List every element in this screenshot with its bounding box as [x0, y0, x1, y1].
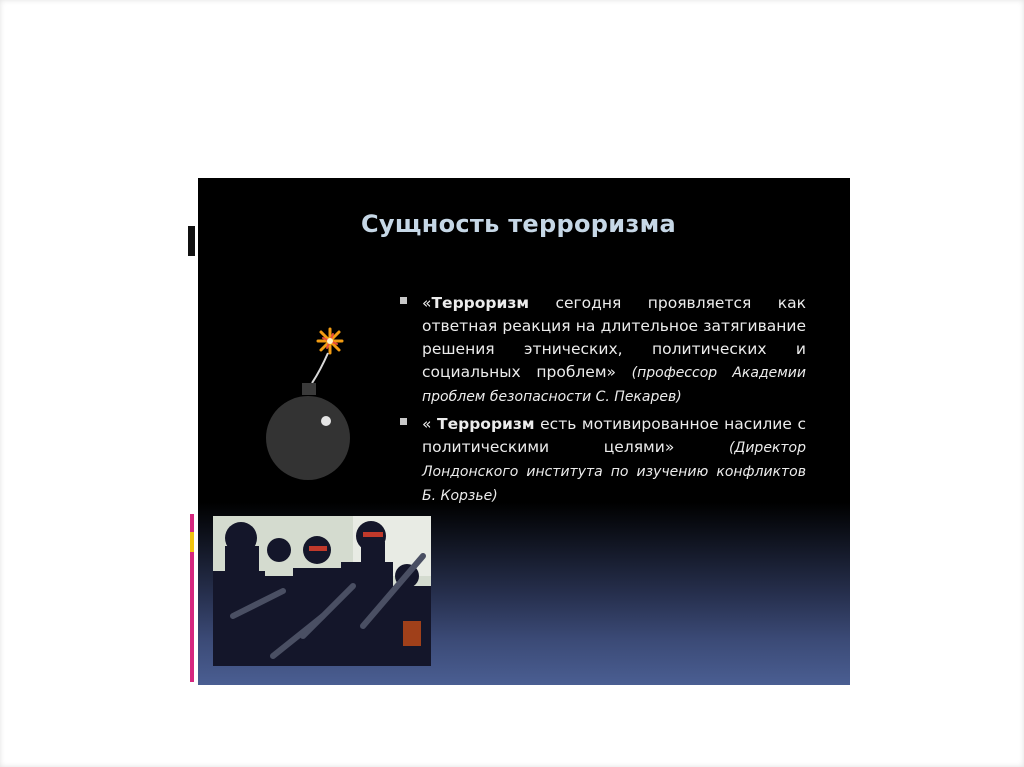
bullet-item: [422, 413, 806, 508]
presentation-slide: [198, 178, 850, 685]
term: Терроризм: [431, 294, 530, 312]
left-decoration: [172, 178, 198, 685]
spark-icon: [318, 329, 342, 353]
slide-content: [422, 292, 806, 512]
militants-image: [213, 516, 431, 666]
bullet-item: [422, 292, 806, 409]
definition-text: есть мотивированное насилие с политическими целями»: [422, 415, 806, 456]
square-bullet-icon: [400, 418, 407, 425]
militants-photo: [213, 516, 431, 666]
deco-bar-black: [188, 226, 195, 256]
quote-open: «: [422, 415, 438, 433]
quote-open: «: [422, 294, 432, 312]
term: Терроризм: [437, 415, 535, 433]
citation: (профессор Академии проблем безопасности С. Пекарев): [422, 365, 806, 405]
bomb-illustration: [258, 323, 358, 493]
definition-text: сегодня проявляется как ответная реакция на длительное затягивание решения этнических, политических и социальных проблем»: [422, 294, 806, 381]
citation: (Директор Лондонского института по изучению конфликтов Б. Корзье): [422, 440, 806, 504]
square-bullet-icon: [400, 297, 407, 304]
slide-title: Сущность терроризма: [361, 210, 677, 238]
bomb-icon: [258, 323, 358, 493]
deco-bar-yellow: [190, 532, 194, 552]
